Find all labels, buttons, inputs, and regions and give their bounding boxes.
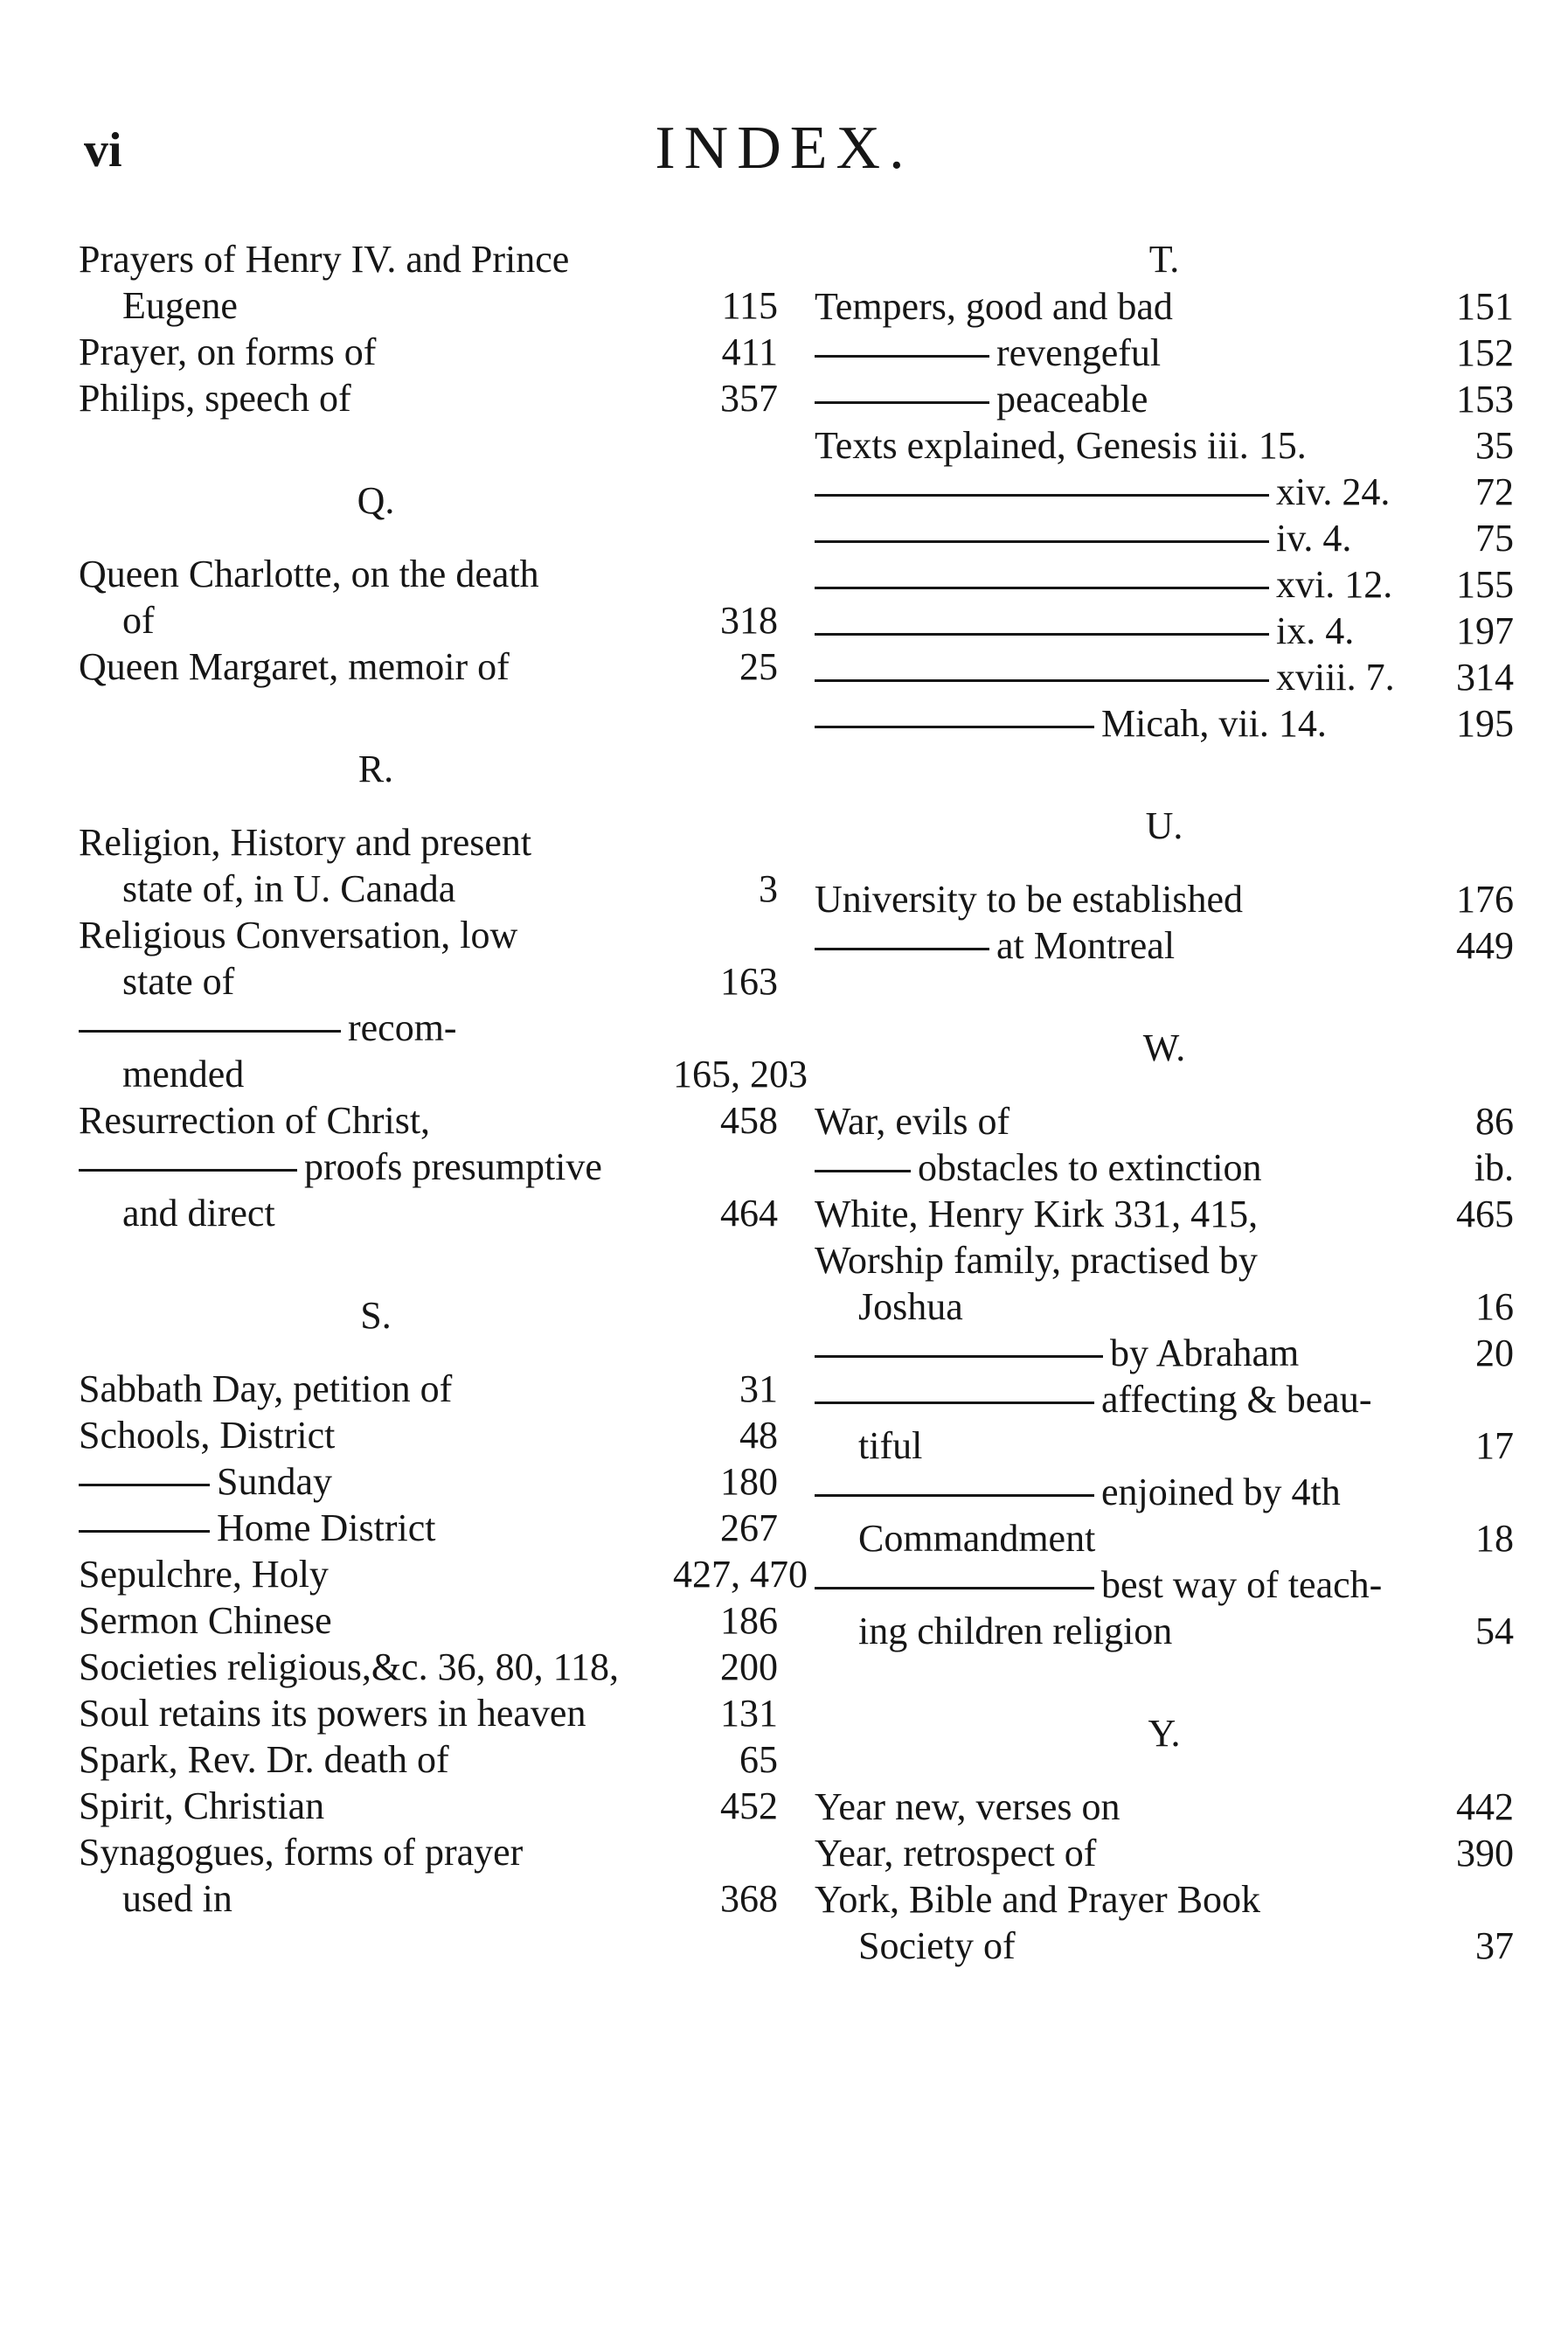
section-r — [79, 819, 808, 1236]
index-entry-label: state of, in U. Canada — [122, 867, 456, 910]
index-entry-label: Sunday — [217, 1460, 332, 1503]
ditto-rule — [815, 587, 1269, 589]
index-entry — [79, 1144, 778, 1190]
index-entry-page: 16 — [1475, 1285, 1514, 1328]
section-t — [815, 283, 1514, 747]
index-entry-text — [815, 1376, 1409, 1422]
index-entry — [79, 643, 778, 690]
index-entry-page: 195 — [1456, 702, 1514, 745]
index-entry-page: 86 — [1475, 1100, 1514, 1143]
index-entry-text — [815, 922, 1409, 969]
index-entry-page: 464 — [720, 1192, 778, 1235]
index-entry — [79, 1783, 778, 1829]
index-entry-text — [815, 1098, 1409, 1144]
index-entry-page: 449 — [1456, 924, 1514, 967]
index-entry-page: 35 — [1475, 424, 1514, 467]
index-entry-page: 176 — [1456, 878, 1514, 921]
index-entry-text — [815, 1191, 1409, 1237]
index-entry-text — [79, 1505, 673, 1551]
index-entry — [79, 1736, 778, 1783]
index-entry-text — [79, 1875, 673, 1922]
index-entry-label: Resurrection of Christ, — [79, 1099, 431, 1142]
index-entry — [79, 375, 778, 421]
index-entry — [815, 1876, 1514, 1923]
index-entry-page: 17 — [1475, 1424, 1514, 1467]
index-entry-label: peaceable — [996, 378, 1148, 421]
index-entry-label: Sermon Chinese — [79, 1599, 332, 1642]
index-entry-label: and direct — [122, 1192, 275, 1235]
ditto-rule — [815, 1402, 1094, 1404]
index-entry-page: 465 — [1456, 1193, 1514, 1235]
section-p — [79, 236, 778, 421]
index-entry — [815, 1784, 1514, 1830]
ditto-rule — [815, 401, 989, 404]
index-entry — [79, 551, 778, 597]
section-s — [79, 1366, 808, 1922]
index-entry-page: 165, 203 — [673, 1053, 808, 1095]
index-entry — [815, 876, 1514, 922]
index-entry — [79, 329, 778, 375]
index-entry-text — [79, 1829, 673, 1875]
index-entry-text — [815, 422, 1409, 469]
index-entry — [79, 1690, 778, 1736]
index-entry-text — [815, 1876, 1409, 1923]
index-entry-label: Philips, speech of — [79, 377, 351, 420]
ditto-rule — [79, 1169, 297, 1172]
ditto-rule — [815, 1355, 1103, 1358]
index-entry-label: xiv. 24. — [1276, 470, 1391, 513]
ditto-rule — [815, 948, 989, 950]
index-entry-label: War, evils of — [815, 1100, 1010, 1143]
index-entry-page: 54 — [1475, 1610, 1514, 1652]
index-entry-label: at Montreal — [996, 924, 1176, 967]
index-entry-text — [79, 1597, 673, 1644]
index-entry — [815, 515, 1514, 561]
index-entry-text — [79, 912, 673, 958]
index-entry-page: 115 — [721, 284, 778, 327]
index-entry-text — [815, 1330, 1409, 1376]
index-entry-text — [79, 1190, 673, 1236]
index-entry — [815, 376, 1514, 422]
index-entry-label: xviii. 7. — [1276, 656, 1395, 699]
index-entry — [79, 236, 778, 282]
index-entry-text — [79, 1551, 673, 1597]
index-entry — [815, 1191, 1514, 1237]
index-entry-page: 267 — [720, 1506, 778, 1549]
index-entry-page: 368 — [720, 1877, 778, 1920]
index-entry — [79, 819, 778, 866]
section-letter-u: U. — [1145, 804, 1183, 847]
index-entry-label: Year new, verses on — [815, 1785, 1120, 1828]
index-entry-text — [815, 469, 1409, 515]
index-entry-text — [79, 1458, 673, 1505]
section-u — [815, 876, 1514, 969]
section-letter-s: S. — [360, 1294, 392, 1337]
index-entry — [79, 958, 778, 1005]
index-entry-label: by Abraham — [1110, 1332, 1300, 1374]
ditto-rule — [815, 1587, 1094, 1589]
index-entry — [815, 283, 1514, 330]
index-entry — [79, 1505, 778, 1551]
index-entry — [79, 1458, 778, 1505]
index-entry-page: 75 — [1475, 517, 1514, 560]
index-entry-label: best way of teach- — [1101, 1563, 1383, 1606]
index-entry-label: Religion, History and present — [79, 821, 532, 864]
index-entry-text — [79, 1412, 673, 1458]
index-entry-page: 314 — [1456, 656, 1514, 699]
index-entry-text — [79, 1144, 673, 1190]
index-entry-label: Texts explained, Genesis iii. 15. — [815, 424, 1307, 467]
index-entry-label: Queen Charlotte, on the death — [79, 553, 539, 595]
index-entry-page: 20 — [1475, 1332, 1514, 1374]
index-entry — [815, 700, 1514, 747]
index-entry — [815, 1515, 1514, 1562]
index-entry-page: 200 — [720, 1645, 778, 1688]
index-entry-page: 357 — [720, 377, 778, 420]
index-entry-page: 155 — [1456, 563, 1514, 606]
index-entry-label: Spark, Rev. Dr. death of — [79, 1738, 449, 1781]
index-entry-label: Queen Margaret, memoir of — [79, 645, 510, 688]
index-entry-label: Sabbath Day, petition of — [79, 1367, 453, 1410]
index-entry — [79, 1366, 778, 1412]
index-entry — [815, 330, 1514, 376]
index-entry-label: obstacles to extinction — [918, 1146, 1262, 1189]
index-entry-label: xvi. 12. — [1276, 563, 1393, 606]
ditto-rule — [79, 1030, 341, 1033]
index-entry-page: 72 — [1475, 470, 1514, 513]
index-entry-label: Soul retains its powers in heaven — [79, 1692, 586, 1735]
index-entry-text — [79, 643, 673, 690]
index-entry-text — [79, 1005, 673, 1051]
index-entry — [79, 1875, 778, 1922]
index-entry — [79, 1190, 778, 1236]
index-entry — [79, 1551, 808, 1597]
left-column — [79, 236, 808, 1922]
index-entry — [815, 1469, 1514, 1515]
index-entry-page: 3 — [759, 867, 778, 910]
index-entry-label: used in — [122, 1877, 232, 1920]
index-entry-label: Religious Conversation, low — [79, 914, 518, 956]
index-entry-label: Commandment — [858, 1517, 1096, 1560]
index-entry-label: Worship family, practised by — [815, 1239, 1258, 1282]
index-entry-label: University to be established — [815, 878, 1244, 921]
index-entry — [79, 866, 778, 912]
index-entry-text — [79, 1366, 673, 1412]
index-entry — [815, 1376, 1514, 1422]
index-entry-label: Societies religious,&c. 36, 80, 118, — [79, 1645, 619, 1688]
ditto-rule — [815, 1494, 1094, 1497]
index-entry — [79, 1829, 778, 1875]
index-entry-label: York, Bible and Prayer Book — [815, 1878, 1261, 1921]
index-entry-label: Schools, District — [79, 1414, 336, 1457]
index-entry-label: enjoined by 4th — [1101, 1471, 1341, 1513]
index-entry-text — [815, 1923, 1409, 1969]
index-entry-text — [79, 1736, 673, 1783]
index-entry-text — [815, 515, 1409, 561]
index-entry-label: Home District — [217, 1506, 436, 1549]
index-entry-page: 452 — [720, 1784, 778, 1827]
index-entry — [815, 1098, 1514, 1144]
index-entry-text — [815, 1422, 1409, 1469]
index-entry-text — [815, 1283, 1409, 1330]
index-entry-label: Tempers, good and bad — [815, 285, 1173, 328]
index-entry-label: Year, retrospect of — [815, 1832, 1097, 1875]
ditto-rule — [79, 1530, 210, 1533]
index-entry-label: Eugene — [122, 284, 238, 327]
index-entry-label: Society of — [858, 1924, 1016, 1967]
index-entry-text — [815, 1830, 1409, 1876]
index-entry-page: 31 — [739, 1367, 778, 1410]
ditto-rule — [815, 355, 989, 358]
index-entry-page: 131 — [720, 1692, 778, 1735]
page-number: vi — [84, 123, 122, 177]
index-entry-page: 18 — [1475, 1517, 1514, 1560]
index-entry — [815, 422, 1514, 469]
index-entry-text — [79, 1644, 673, 1690]
index-entry-text — [79, 236, 673, 282]
index-entry — [815, 1562, 1514, 1608]
index-entry-text — [815, 608, 1409, 654]
index-entry-page: 186 — [720, 1599, 778, 1642]
index-entry-text — [79, 866, 673, 912]
index-entry-text — [815, 1237, 1409, 1283]
index-entry — [79, 912, 778, 958]
index-entry-page: 197 — [1456, 609, 1514, 652]
section-letter-y: Y. — [1148, 1712, 1181, 1755]
index-entry-label: Micah, vii. 14. — [1101, 702, 1327, 745]
index-entry-text — [79, 958, 673, 1005]
index-entry-page: 25 — [739, 645, 778, 688]
ditto-rule — [815, 726, 1094, 728]
index-entry — [815, 561, 1514, 608]
index-entry — [815, 922, 1514, 969]
index-entry-text — [79, 1097, 673, 1144]
section-q — [79, 551, 778, 690]
ditto-rule — [815, 494, 1269, 497]
index-entry-page: 458 — [720, 1099, 778, 1142]
index-entry-text — [79, 597, 673, 643]
index-entry — [815, 1330, 1514, 1376]
index-entry-text — [79, 329, 673, 375]
index-entry-text — [815, 376, 1409, 422]
section-letter-q: Q. — [357, 479, 395, 522]
index-entry-label: revengeful — [996, 331, 1162, 374]
index-entry — [815, 1144, 1514, 1191]
index-entry-text — [79, 1051, 673, 1097]
section-w — [815, 1098, 1514, 1654]
index-entry-page: 151 — [1456, 285, 1514, 328]
index-entry-text — [815, 1784, 1409, 1830]
index-entry-text — [79, 819, 673, 866]
index-entry — [79, 1597, 778, 1644]
index-entry-label: Joshua — [858, 1285, 963, 1328]
index-entry-text — [815, 1562, 1409, 1608]
index-entry — [815, 654, 1514, 700]
index-entry — [79, 1051, 808, 1097]
section-letter-t: T. — [1148, 238, 1180, 281]
index-entry — [815, 1923, 1514, 1969]
ditto-rule — [815, 540, 1269, 543]
index-entry-page: 390 — [1456, 1832, 1514, 1875]
page-title: INDEX. — [655, 115, 913, 182]
index-entry-text — [79, 1690, 673, 1736]
index-entry-page: 318 — [720, 599, 778, 642]
index-entry-page: 65 — [739, 1738, 778, 1781]
index-entry-text — [815, 561, 1409, 608]
index-entry-label: Synagogues, forms of prayer — [79, 1831, 524, 1874]
index-entry-text — [79, 551, 673, 597]
ditto-rule — [815, 1170, 911, 1172]
index-entry-page: 163 — [720, 960, 778, 1003]
index-entry-page: 153 — [1456, 378, 1514, 421]
ditto-rule — [815, 633, 1269, 636]
index-entry — [79, 597, 778, 643]
index-entry — [815, 1283, 1514, 1330]
index-entry-text — [79, 1783, 673, 1829]
index-entry-label: iv. 4. — [1276, 517, 1352, 560]
ditto-rule — [79, 1484, 210, 1486]
index-entry-text — [815, 1515, 1409, 1562]
index-entry-label: of — [122, 599, 155, 642]
index-entry-label: ix. 4. — [1276, 609, 1355, 652]
index-entry — [815, 608, 1514, 654]
index-entry-label: Sepulchre, Holy — [79, 1553, 329, 1596]
index-entry — [815, 1830, 1514, 1876]
index-entry — [815, 1422, 1514, 1469]
index-entry-text — [815, 283, 1409, 330]
index-entry-text — [815, 1469, 1409, 1515]
index-entry-page: 48 — [739, 1414, 778, 1457]
index-entry-page: ib. — [1474, 1146, 1514, 1189]
index-entry-label: ing children religion — [858, 1610, 1173, 1652]
index-entry-text — [815, 654, 1409, 700]
index-entry — [79, 1412, 778, 1458]
index-entry-page: 37 — [1475, 1924, 1514, 1967]
index-entry — [79, 1097, 778, 1144]
index-entry-page: 411 — [721, 330, 778, 373]
index-entry-label: Prayers of Henry IV. and Prince — [79, 238, 570, 281]
section-letter-r: R. — [357, 748, 394, 790]
index-entry-label: tiful — [858, 1424, 923, 1467]
index-entry-text — [815, 1144, 1409, 1191]
index-entry — [79, 282, 778, 329]
index-entry — [815, 1608, 1514, 1654]
index-entry-text — [815, 700, 1409, 747]
index-entry — [815, 469, 1514, 515]
index-entry-page: 442 — [1456, 1785, 1514, 1828]
index-entry-label: mended — [122, 1053, 245, 1095]
index-entry-text — [815, 330, 1409, 376]
index-entry-label: proofs presumptive — [304, 1145, 602, 1188]
index-entry-label: Prayer, on forms of — [79, 330, 377, 373]
index-entry-label: recom- — [348, 1006, 457, 1049]
index-entry-page: 427, 470 — [673, 1553, 808, 1596]
index-entry-text — [79, 282, 673, 329]
index-entry-page: 180 — [720, 1460, 778, 1503]
index-entry — [815, 1237, 1514, 1283]
index-entry-label: affecting & beau- — [1101, 1378, 1372, 1421]
index-entry-text — [79, 375, 673, 421]
index-entry-label: state of — [122, 960, 235, 1003]
index-entry — [79, 1644, 778, 1690]
section-letter-w: W. — [1142, 1026, 1186, 1069]
index-entry-label: Spirit, Christian — [79, 1784, 325, 1827]
index-entry-text — [815, 1608, 1409, 1654]
section-y — [815, 1784, 1514, 1969]
ditto-rule — [815, 679, 1269, 682]
index-entry — [79, 1005, 778, 1051]
index-entry-page: 152 — [1456, 331, 1514, 374]
index-entry-text — [815, 876, 1409, 922]
index-entry-label: White, Henry Kirk 331, 415, — [815, 1193, 1259, 1235]
right-column — [815, 236, 1514, 1969]
